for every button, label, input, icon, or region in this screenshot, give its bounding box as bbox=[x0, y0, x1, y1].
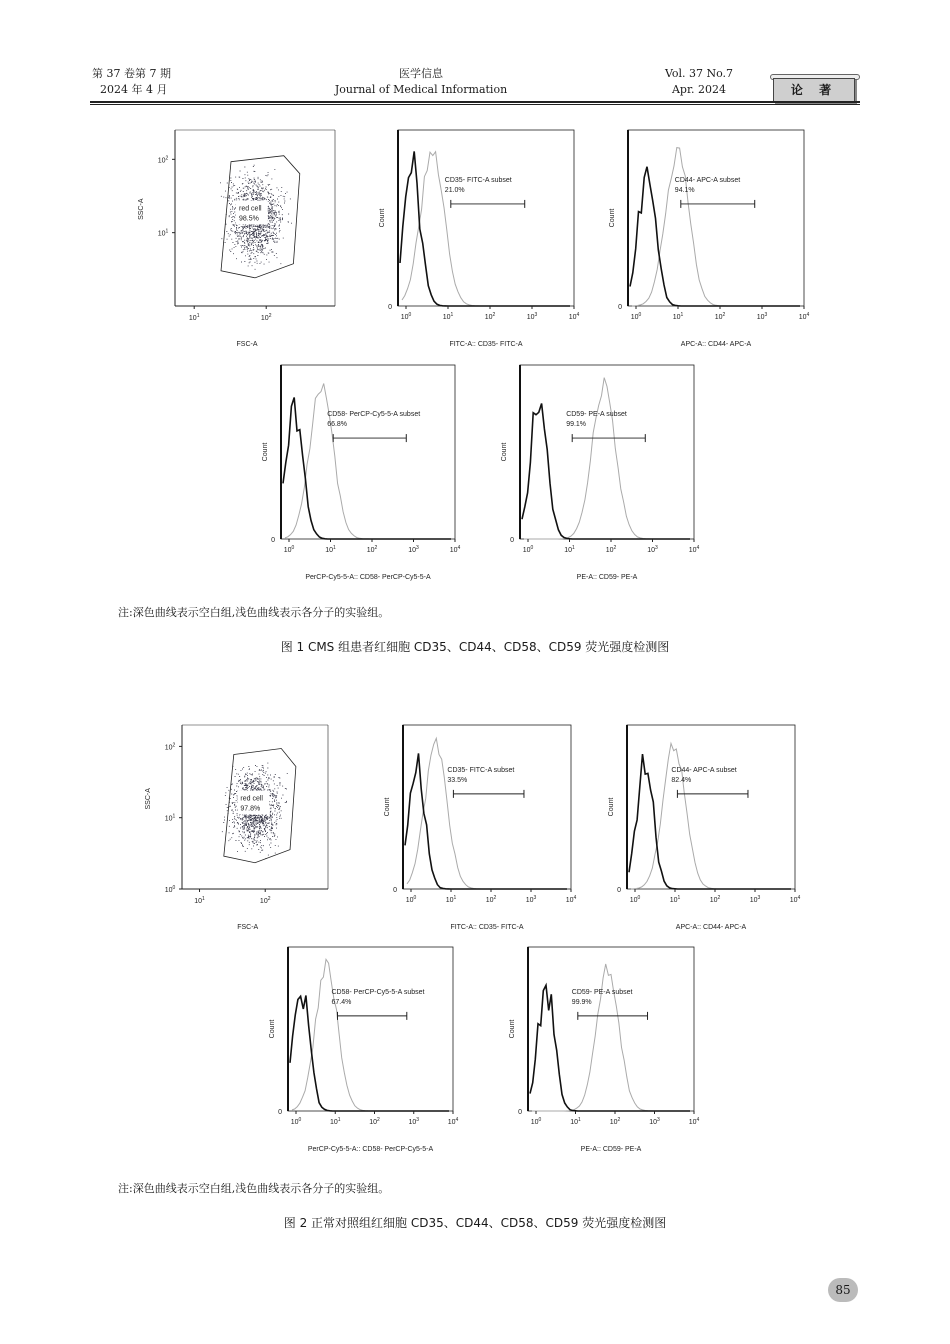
date-en: Apr. 2024 bbox=[671, 83, 727, 96]
y-axis-label: Count bbox=[608, 797, 615, 817]
plot-frame bbox=[403, 725, 571, 889]
header-rule-thin bbox=[90, 104, 860, 105]
histogram-panel bbox=[379, 130, 580, 348]
x-tick-label: $10^4$ bbox=[688, 545, 700, 554]
subset-percent: 21.0% bbox=[444, 186, 465, 194]
x-tick-label: $10^3$ bbox=[526, 312, 538, 321]
x-tick-label: $10^1$ bbox=[442, 312, 454, 321]
x-axis-label: APC-A:: CD44- APC-A bbox=[675, 924, 747, 931]
issue-date: 2024 年 4 月 bbox=[100, 83, 168, 96]
x-tick-label: $10^1$ bbox=[672, 312, 684, 321]
figure-2 bbox=[0, 715, 950, 1165]
x-tick-label: $10^2$ bbox=[366, 545, 378, 554]
blank-curve bbox=[522, 404, 690, 540]
y-axis-label: Count bbox=[262, 442, 269, 462]
subset-label: CD35- FITC-A subset bbox=[444, 176, 512, 184]
experimental-curve bbox=[524, 378, 690, 539]
y-axis-label: SSC-A bbox=[145, 788, 152, 810]
figure-2-caption: 图 2 正常对照组红细胞 CD35、CD44、CD58、CD59 荧光强度检测图 bbox=[283, 1216, 667, 1230]
x-tick-label: $10^1$ bbox=[445, 895, 457, 904]
x-axis-label: PE-A:: CD59- PE-A bbox=[576, 574, 638, 581]
subset-percent: 99.9% bbox=[571, 998, 592, 1006]
y-axis-label: Count bbox=[609, 208, 616, 228]
blank-curve bbox=[290, 996, 449, 1112]
figure-2-note: 注:深色曲线表示空白组,浅色曲线表示各分子的实验组。 bbox=[118, 1182, 390, 1195]
subset-percent: 66.8% bbox=[327, 421, 348, 429]
x-tick-label: $10^4$ bbox=[789, 895, 801, 904]
blank-curve bbox=[530, 985, 690, 1111]
y-zero-label: 0 bbox=[271, 537, 275, 544]
page-number: 85 bbox=[828, 1278, 858, 1302]
histogram-panel bbox=[501, 365, 700, 581]
x-tick-label: $10^0$ bbox=[290, 1117, 302, 1126]
y-zero-label: 0 bbox=[393, 887, 397, 894]
gate-name: red cell bbox=[239, 205, 262, 213]
y-axis-label: Count bbox=[269, 1019, 276, 1039]
header-rule bbox=[90, 101, 860, 103]
x-tick-label: $10^0$ bbox=[283, 545, 295, 554]
blank-curve bbox=[629, 754, 791, 889]
x-tick-label: $10^1$ bbox=[325, 545, 336, 554]
y-zero-label: 0 bbox=[518, 1109, 522, 1116]
figure-1-caption: 图 1 CMS 组患者红细胞 CD35、CD44、CD58、CD59 荧光强度检测图 bbox=[280, 640, 670, 654]
x-tick-label: $10^2$ bbox=[259, 896, 271, 905]
x-tick-label: $10^2$ bbox=[709, 895, 721, 904]
running-header-right bbox=[664, 66, 734, 98]
y-tick-label: $10^1$ bbox=[157, 228, 169, 238]
volume-en: Vol. 37 No.7 bbox=[664, 67, 734, 80]
plot-frame bbox=[281, 365, 455, 539]
x-tick-label: $10^0$ bbox=[405, 895, 417, 904]
subset-label: CD44- APC-A subset bbox=[674, 176, 741, 184]
blank-curve bbox=[630, 167, 800, 306]
plot-frame bbox=[288, 947, 453, 1111]
scatter-panel bbox=[145, 725, 328, 931]
y-zero-label: 0 bbox=[618, 304, 622, 311]
y-axis-label: Count bbox=[509, 1019, 516, 1039]
y-tick-label: $10^2$ bbox=[164, 742, 176, 752]
x-tick-label: $10^0$ bbox=[530, 1117, 542, 1126]
gate-percent: 98.5% bbox=[239, 215, 259, 223]
x-tick-label: $10^1$ bbox=[194, 896, 205, 905]
subset-percent: 82.4% bbox=[671, 776, 692, 784]
section-label: 论 著 bbox=[773, 78, 855, 102]
figure-1-note: 注:深色曲线表示空白组,浅色曲线表示各分子的实验组。 bbox=[118, 606, 390, 619]
x-tick-label: $10^1$ bbox=[564, 545, 575, 554]
x-tick-label: $10^4$ bbox=[449, 545, 461, 554]
subset-label: CD35- FITC-A subset bbox=[447, 766, 515, 774]
y-axis-label: SSC-A bbox=[138, 198, 145, 220]
y-axis-label: Count bbox=[379, 208, 386, 228]
x-tick-label: $10^1$ bbox=[570, 1117, 581, 1126]
subset-label: CD59- PE-A subset bbox=[566, 411, 627, 419]
y-axis-label: Count bbox=[501, 442, 508, 462]
journal-title-cn: 医学信息 bbox=[399, 67, 443, 80]
x-tick-label: $10^1$ bbox=[329, 1117, 341, 1126]
subset-percent: 99.1% bbox=[566, 421, 587, 429]
x-axis-label: PerCP-Cy5-5-A:: CD58- PerCP-Cy5-5-A bbox=[305, 574, 431, 581]
histogram-panel bbox=[269, 947, 459, 1153]
y-zero-label: 0 bbox=[278, 1109, 282, 1116]
x-axis-label: PerCP-Cy5-5-A:: CD58- PerCP-Cy5-5-A bbox=[307, 1146, 434, 1153]
plot-frame bbox=[398, 130, 574, 306]
x-tick-label: $10^4$ bbox=[688, 1117, 700, 1126]
histogram-panel bbox=[608, 725, 801, 931]
figure-1 bbox=[0, 120, 950, 590]
x-tick-label: $10^2$ bbox=[605, 545, 617, 554]
plot-frame bbox=[627, 725, 795, 889]
plot-frame bbox=[628, 130, 804, 306]
x-axis-label: FSC-A bbox=[237, 924, 259, 931]
experimental-curve bbox=[632, 148, 800, 306]
x-tick-label: $10^3$ bbox=[408, 1117, 420, 1126]
x-tick-label: $10^3$ bbox=[647, 545, 658, 554]
x-tick-label: $10^3$ bbox=[749, 895, 761, 904]
experimental-curve bbox=[292, 959, 449, 1111]
x-axis-label: PE-A:: CD59- PE-A bbox=[580, 1146, 642, 1153]
y-tick-label: $10^1$ bbox=[164, 813, 176, 823]
x-tick-label: $10^0$ bbox=[629, 895, 641, 904]
gate-name: red cell bbox=[240, 795, 263, 803]
journal-title-en: Journal of Medical Information bbox=[334, 83, 508, 96]
x-axis-label: APC-A:: CD44- APC-A bbox=[680, 341, 752, 348]
subset-label: CD44- APC-A subset bbox=[671, 766, 737, 774]
x-axis-label: FSC-A bbox=[236, 341, 258, 348]
subset-label: CD58- PerCP-Cy5-5-A subset bbox=[331, 988, 425, 996]
subset-percent: 33.5% bbox=[447, 776, 468, 784]
histogram-panel bbox=[609, 130, 810, 348]
volume-issue: 第 37 卷第 7 期 bbox=[92, 67, 171, 80]
x-tick-label: $10^2$ bbox=[260, 313, 272, 322]
x-tick-label: $10^3$ bbox=[408, 545, 419, 554]
y-zero-label: 0 bbox=[617, 887, 621, 894]
x-tick-label: $10^3$ bbox=[649, 1117, 660, 1126]
subset-percent: 94.1% bbox=[674, 186, 695, 194]
subset-label: CD58- PerCP-Cy5-5-A subset bbox=[327, 411, 421, 419]
histogram-panel bbox=[509, 947, 700, 1153]
gate-percent: 97.8% bbox=[240, 805, 261, 813]
experimental-curve bbox=[532, 964, 690, 1111]
plot-frame bbox=[520, 365, 694, 539]
y-zero-label: 0 bbox=[388, 304, 392, 311]
y-tick-label: $10^2$ bbox=[157, 155, 169, 165]
x-tick-label: $10^4$ bbox=[568, 312, 580, 321]
x-tick-label: $10^3$ bbox=[756, 312, 768, 321]
y-tick-label: $10^0$ bbox=[164, 885, 176, 894]
x-tick-label: $10^0$ bbox=[522, 545, 534, 554]
subset-label: CD59- PE-A subset bbox=[571, 988, 633, 996]
x-tick-label: $10^0$ bbox=[400, 312, 412, 321]
x-tick-label: $10^4$ bbox=[565, 895, 577, 904]
x-tick-label: $10^3$ bbox=[525, 895, 537, 904]
x-tick-label: $10^2$ bbox=[369, 1117, 380, 1126]
x-tick-label: $10^2$ bbox=[485, 895, 497, 904]
y-zero-label: 0 bbox=[510, 537, 514, 544]
x-axis-label: FITC-A:: CD35- FITC-A bbox=[449, 341, 523, 348]
x-tick-label: $10^2$ bbox=[714, 312, 726, 321]
subset-percent: 67.4% bbox=[331, 998, 352, 1006]
blank-curve bbox=[283, 398, 451, 540]
histogram-panel bbox=[262, 365, 461, 581]
x-tick-label: $10^2$ bbox=[484, 312, 496, 321]
x-tick-label: $10^1$ bbox=[188, 313, 200, 322]
x-tick-label: $10^0$ bbox=[630, 312, 642, 321]
x-axis-label: FITC-A:: CD35- FITC-A bbox=[450, 924, 524, 931]
x-tick-label: $10^1$ bbox=[669, 895, 681, 904]
histogram-panel bbox=[384, 725, 577, 931]
scatter-panel bbox=[138, 130, 335, 348]
x-tick-label: $10^4$ bbox=[447, 1117, 459, 1126]
x-tick-label: $10^4$ bbox=[798, 312, 810, 321]
y-axis-label: Count bbox=[384, 797, 391, 817]
x-tick-label: $10^2$ bbox=[609, 1117, 621, 1126]
